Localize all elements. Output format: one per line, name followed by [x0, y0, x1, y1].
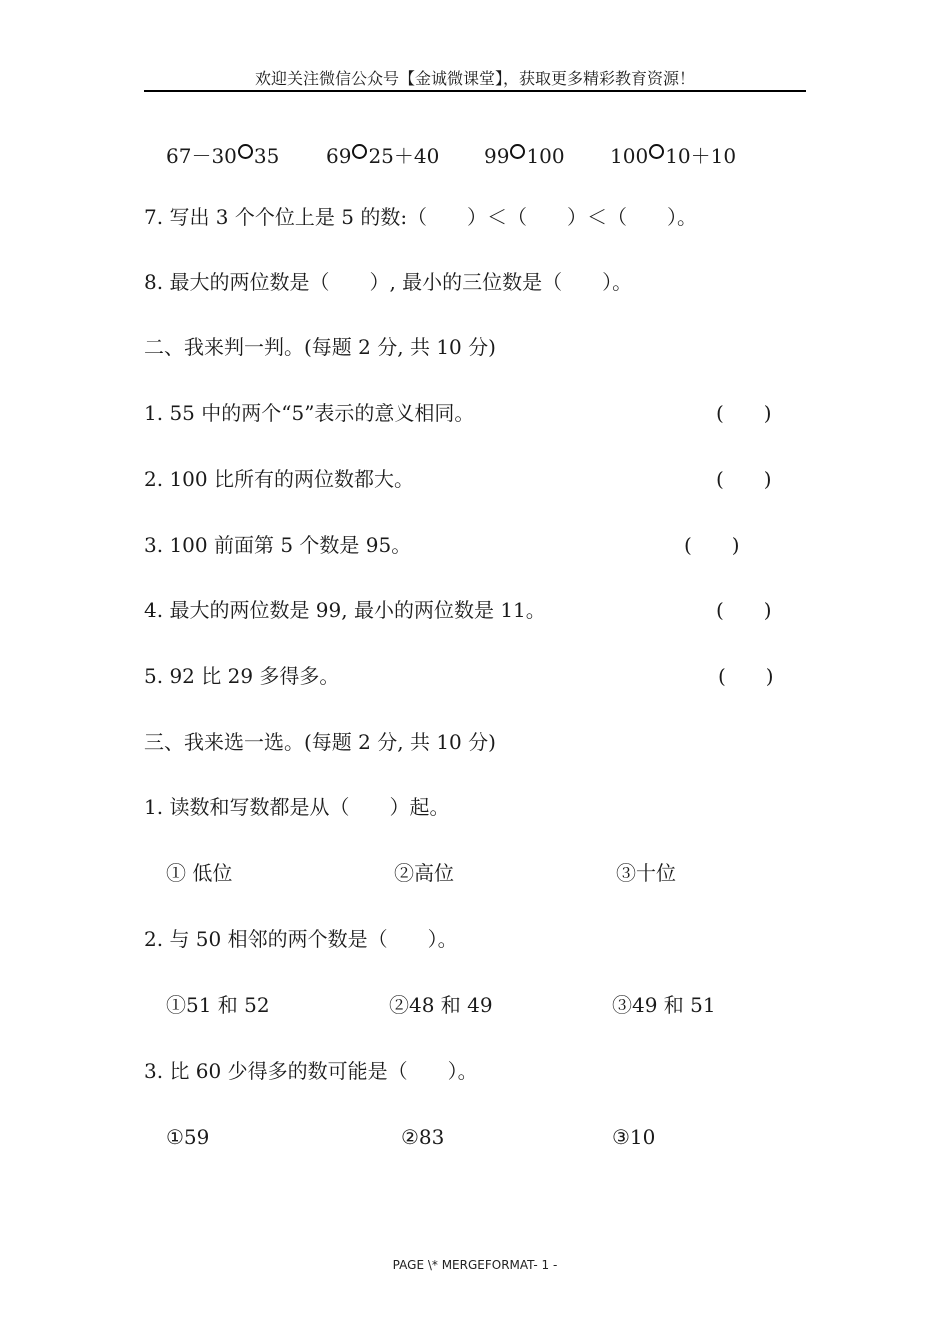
choose-question-3: 3. 比 60 少得多的数可能是（ ）。: [144, 1059, 478, 1083]
judge-answer-1[interactable]: ( ): [716, 401, 772, 425]
compare-item-4: [610, 143, 736, 169]
choose-question-1: 1. 读数和写数都是从（ ）起。: [144, 795, 450, 819]
choose-2-option-2[interactable]: ②48 和 49: [389, 993, 493, 1017]
judge-item-3: 3. 100 前面第 5 个数是 95。: [144, 533, 412, 557]
judge-item-5: 5. 92 比 29 多得多。: [144, 664, 340, 688]
choose-2-option-1[interactable]: ①51 和 52: [166, 993, 270, 1017]
compare-right: 25＋40: [368, 144, 440, 168]
blank-circle-icon[interactable]: [352, 144, 367, 159]
blank-circle-icon[interactable]: [238, 144, 253, 159]
blank-circle-icon[interactable]: [649, 144, 664, 159]
choose-section-title: 三、我来选一选。(每题 2 分, 共 10 分): [144, 730, 496, 754]
question-8: 8. 最大的两位数是（ ）, 最小的三位数是（ ）。: [144, 270, 633, 294]
compare-item-3: [484, 143, 565, 169]
judge-item-1: 1. 55 中的两个“5”表示的意义相同。: [144, 401, 475, 425]
compare-left: 99: [484, 144, 510, 168]
choose-1-option-1[interactable]: ① 低位: [166, 861, 233, 885]
compare-right: 100: [526, 144, 565, 168]
page-header: 欢迎关注微信公众号【金诚微课堂】，获取更多精彩教育资源！: [144, 68, 806, 92]
choose-3-option-1[interactable]: ①59: [166, 1125, 210, 1149]
choose-question-2: 2. 与 50 相邻的两个数是（ ）。: [144, 927, 458, 951]
compare-item-1: [166, 143, 279, 169]
choose-3-option-2[interactable]: ②83: [401, 1125, 445, 1149]
judge-item-2: 2. 100 比所有的两位数都大。: [144, 467, 414, 491]
judge-answer-2[interactable]: ( ): [716, 467, 772, 491]
blank-circle-icon[interactable]: [510, 144, 525, 159]
compare-right: 35: [253, 144, 280, 168]
page-footer: PAGE \* MERGEFORMAT- 1 -: [392, 1258, 558, 1272]
choose-1-option-2[interactable]: ②高位: [394, 861, 454, 885]
choose-2-option-3[interactable]: ③49 和 51: [612, 993, 716, 1017]
compare-item-2: [326, 143, 439, 169]
question-7: 7. 写出 3 个个位上是 5 的数:（ ）＜（ ）＜（ ）。: [144, 205, 698, 229]
choose-1-option-3[interactable]: ③十位: [616, 861, 676, 885]
judge-item-4: 4. 最大的两位数是 99, 最小的两位数是 11。: [144, 598, 546, 622]
judge-answer-3[interactable]: ( ): [684, 533, 740, 557]
compare-left: 67－30: [166, 144, 237, 168]
compare-left: 69: [326, 144, 352, 168]
choose-3-option-3[interactable]: ③10: [612, 1125, 656, 1149]
judge-section-title: 二、我来判一判。(每题 2 分, 共 10 分): [144, 335, 496, 359]
judge-answer-4[interactable]: ( ): [716, 598, 772, 622]
judge-answer-5[interactable]: ( ): [718, 664, 774, 688]
compare-right: 10＋10: [665, 144, 737, 168]
compare-left: 100: [610, 144, 649, 168]
